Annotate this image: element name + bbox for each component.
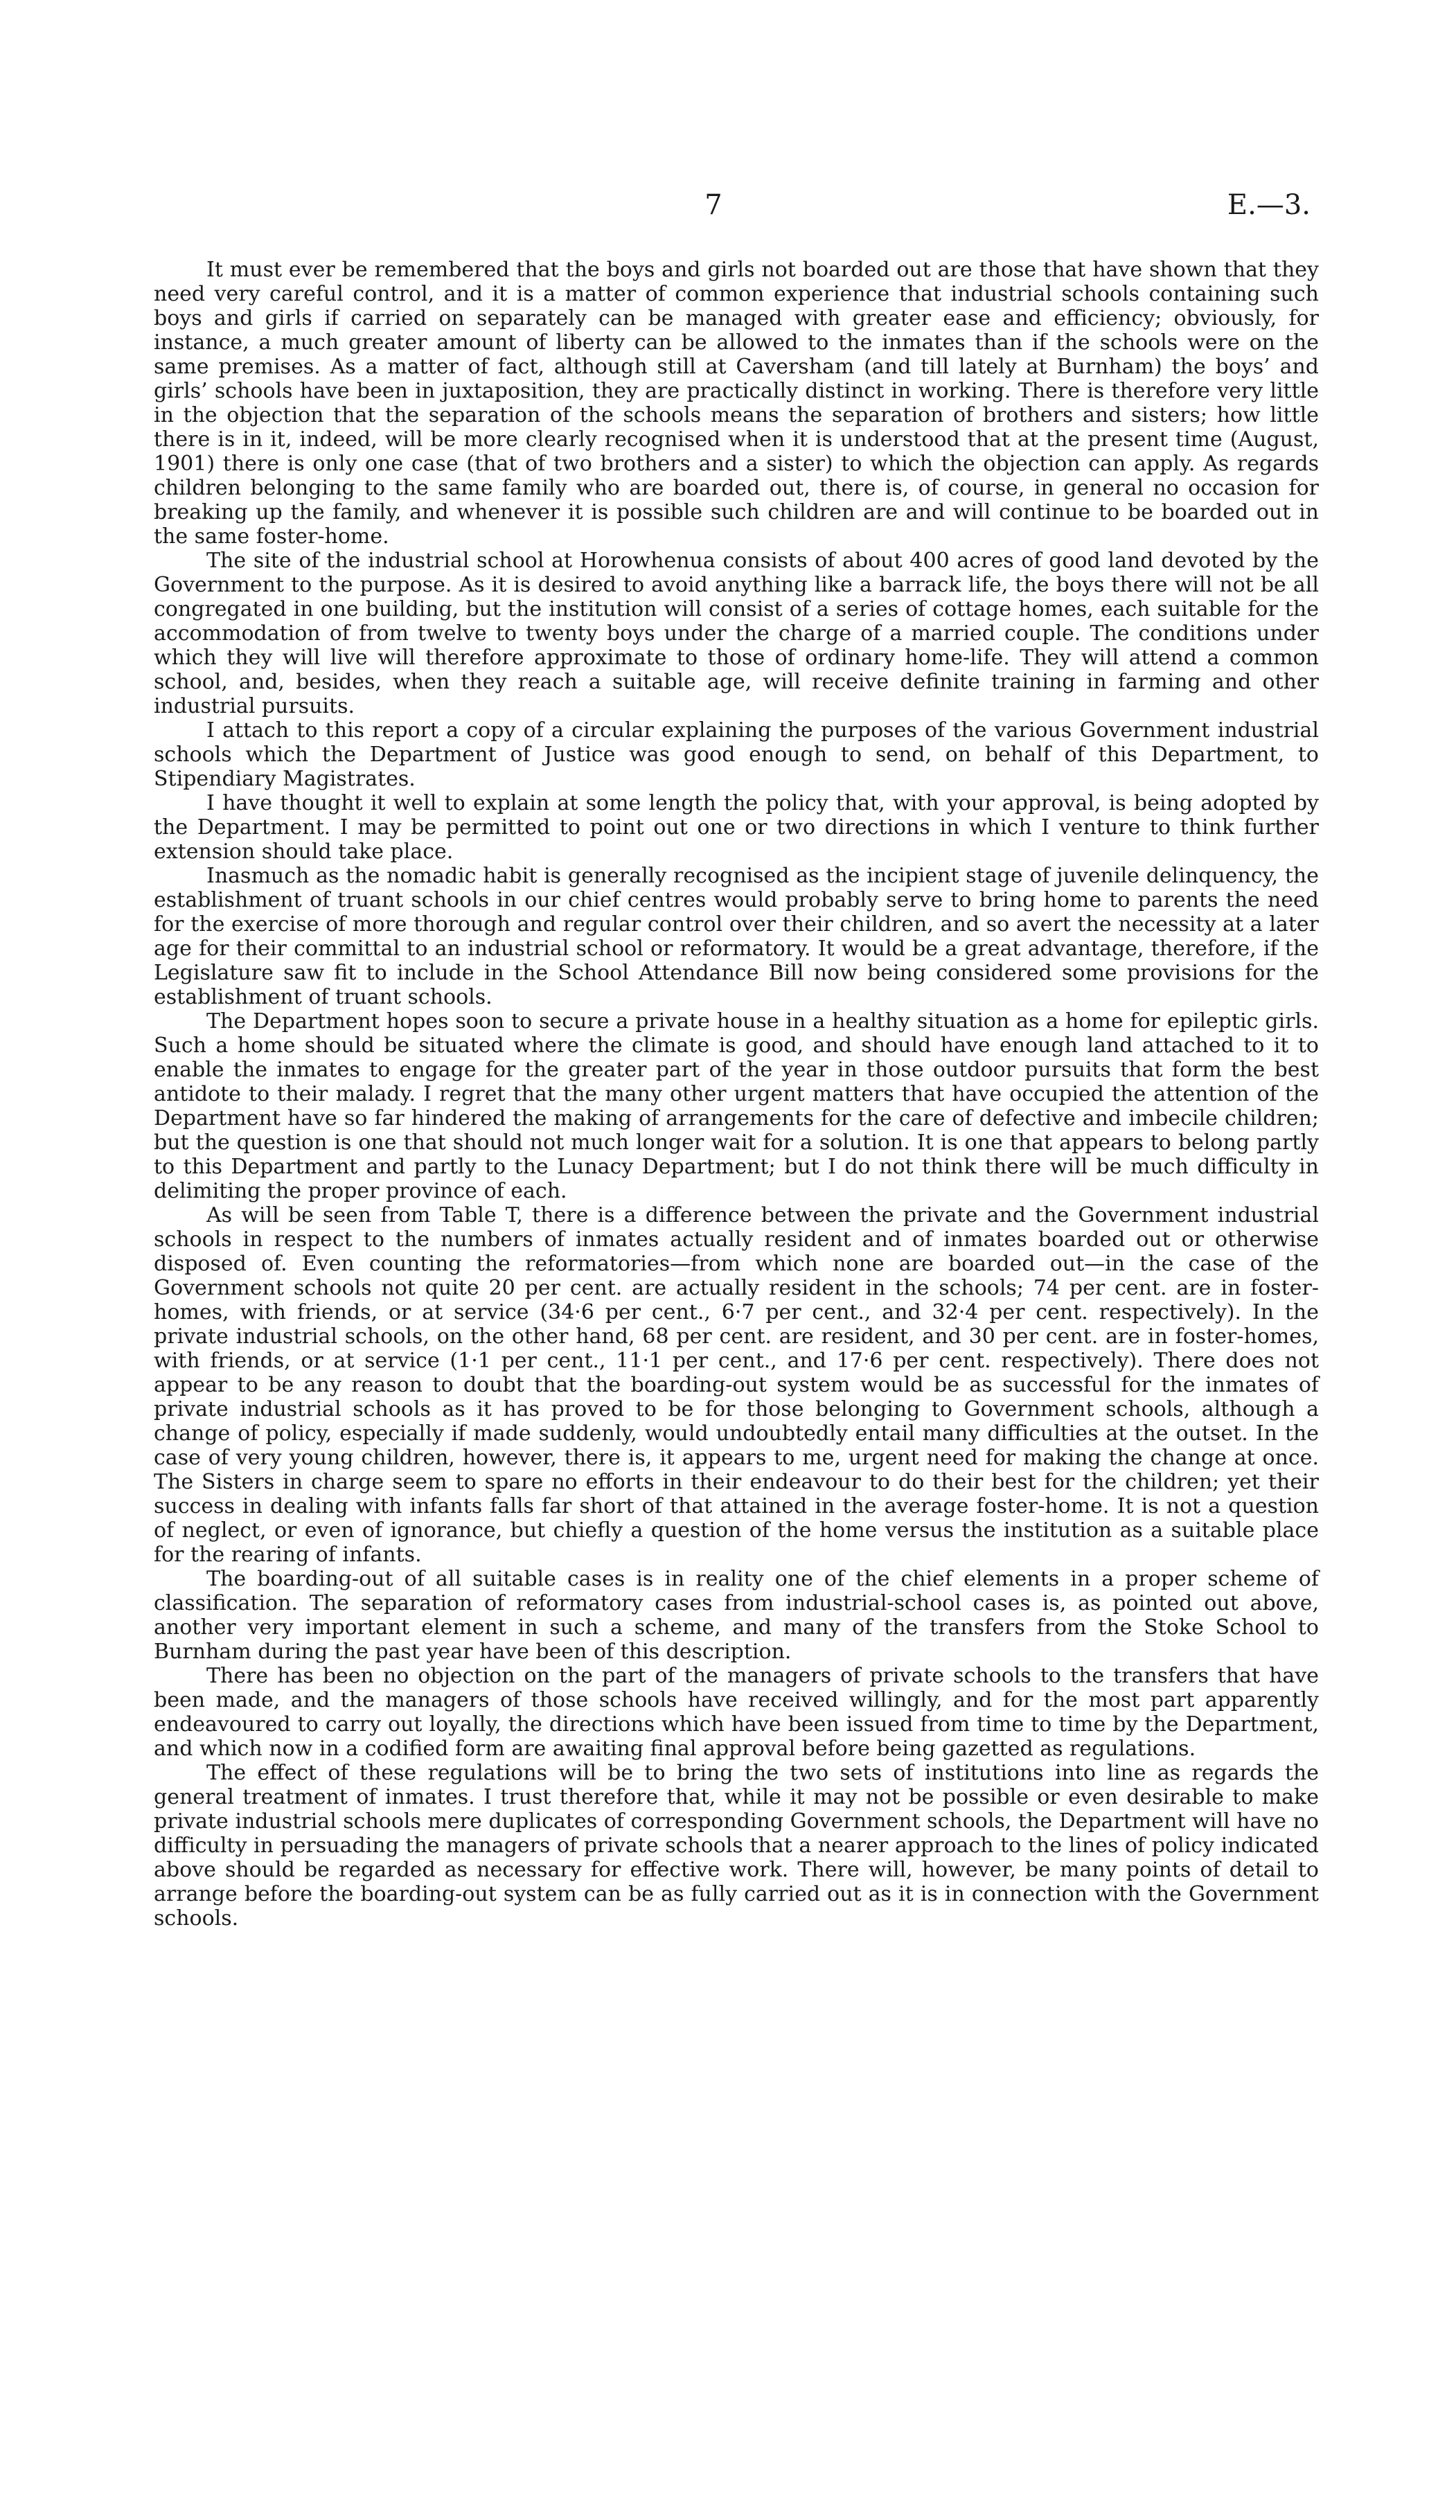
paragraph-policy-explained: I have thought it well to explain at some length the policy that, with your approval, is being adopted by the Department. I may be permitted to point out one or two directions in which I venture to think further extension should take place. (154, 791, 1319, 864)
paragraph-boys-girls-separation: It must ever be remembered that the boys and girls not boarded out are those that have shown that they need very careful control, and it is a matter of common experience that industrial schools containing such boys and girls if carried on separately can be managed with greater ease and efficiency; obviously, for instance, a much greater amount of liberty can be allowed to the inmates than if the schools were on the same premises. As a matter of fact, although still at Caversham (and till lately at Burnham) the boys’ and girls’ schools have been in juxtaposition, they are practically distinct in working. There is therefore very little in the objection that the separation of the schools means the separation of brothers and sisters; how little there is in it, indeed, will be more clearly recognised when it is understood that at the present time (August, 1901) there is only one case (that of two brothers and a sister) to which the objection can apply. As regards children belonging to the same family who are boarded out, there is, of course, in general no occasion for breaking up the family, and whenever it is possible such children are and will continue to be boarded out in the same foster-home. (154, 258, 1319, 549)
paragraph-truant-schools: Inasmuch as the nomadic habit is generally recognised as the incipient stage of juvenile delinquency, the establishment of truant schools in our chief centres would probably serve to bring home to parents the need for the exercise of more thorough and regular control over their children, and so avert the necessity at a later age for their committal to an industrial school or reformatory. It would be a great advantage, therefore, if the Legislature saw fit to include in the School Attendance Bill now being considered some provisions for the establishment of truant schools. (154, 864, 1319, 1009)
document-reference: E.—3. (1227, 189, 1311, 221)
paragraph-horowhenua-site: The site of the industrial school at Horowhenua consists of about 400 acres of good land devoted by the Government to the purpose. As it is desired to avoid anything like a barrack life, the boys there will not be all congregated in one building, but the institution will consist of a series of cottage homes, each suitable for the accommodation of from twelve to twenty boys under the charge of a married couple. The conditions under which they will live will therefore approximate to those of ordinary home-life. They will attend a common school, and, besides, when they reach a suitable age, will receive definite training in farming and other industrial pursuits. (154, 549, 1319, 718)
paragraph-boarding-out-classification: The boarding-out of all suitable cases is in reality one of the chief elements in a proper scheme of classification. The separation of reformatory cases from industrial-school cases is, as pointed out above, another very important element in such a scheme, and many of the transfers from the Stoke School to Burnham during the past year have been of this description. (154, 1567, 1319, 1664)
paragraph-circular-attached: I attach to this report a copy of a circular explaining the purposes of the various Government industrial schools which the Department of Justice was good enough to send, on behalf of this Department, to Stipendiary Magistrates. (154, 718, 1319, 791)
page-number: 7 (704, 189, 722, 221)
report-body (154, 258, 1319, 1931)
paragraph-regulations-effect: The effect of these regulations will be to bring the two sets of institutions into line as regards the general treatment of inmates. I trust therefore that, while it may not be possible or even desirable to make private industrial schools mere duplicates of corresponding Government schools, the Department will have no difficulty in persuading the managers of private schools that a nearer approach to the lines of policy indicated above should be regarded as necessary for effective work. There will, however, be many points of detail to arrange before the boarding-out system can be as fully carried out as it is in connection with the Government schools. (154, 1761, 1319, 1931)
paragraph-private-school-transfers: There has been no objection on the part of the managers of private schools to the transfers that have been made, and the managers of those schools have received willingly, and for the most part apparently endeavoured to carry out loyally, the directions which have been issued from time to time by the Department, and which now in a codified form are awaiting final approval before being gazetted as regulations. (154, 1664, 1319, 1761)
paragraph-epileptic-girls-home: The Department hopes soon to secure a private house in a healthy situation as a home for epileptic girls. Such a home should be situated where the climate is good, and should have enough land attached to it to enable the inmates to engage for the greater part of the year in those outdoor pursuits that form the best antidote to their malady. I regret that the many other urgent matters that have occupied the attention of the Department have so far hindered the making of arrangements for the care of defective and imbecile children; but the question is one that should not much longer wait for a solution. It is one that appears to belong partly to this Department and partly to the Lunacy Department; but I do not think there will be much difficulty in delimiting the proper province of each. (154, 1009, 1319, 1203)
paragraph-table-t-comparison: As will be seen from Table T, there is a difference between the private and the Government industrial schools in respect to the numbers of inmates actually resident and of inmates boarded out or otherwise disposed of. Even counting the reformatories—from which none are boarded out—in the case of the Government schools not quite 20 per cent. are actually resident in the schools; 74 per cent. are in foster-homes, with friends, or at service (34·6 per cent., 6·7 per cent., and 32·4 per cent. respectively). In the private industrial schools, on the other hand, 68 per cent. are resident, and 30 per cent. are in foster-homes, with friends, or at service (1·1 per cent., 11·1 per cent., and 17·6 per cent. respectively). There does not appear to be any reason to doubt that the boarding-out system would be as successful for the inmates of private industrial schools as it has proved to be for those belonging to Government schools, although a change of policy, especially if made suddenly, would undoubtedly entail many difficulties at the outset. In the case of very young children, however, there is, it appears to me, urgent need for making the change at once. The Sisters in charge seem to spare no efforts in their endeavour to do their best for the children; yet their success in dealing with infants falls far short of that attained in the average foster-home. It is not a question of neglect, or even of ignorance, but chiefly a question of the home versus the institution as a suitable place for the rearing of infants. (154, 1203, 1319, 1567)
